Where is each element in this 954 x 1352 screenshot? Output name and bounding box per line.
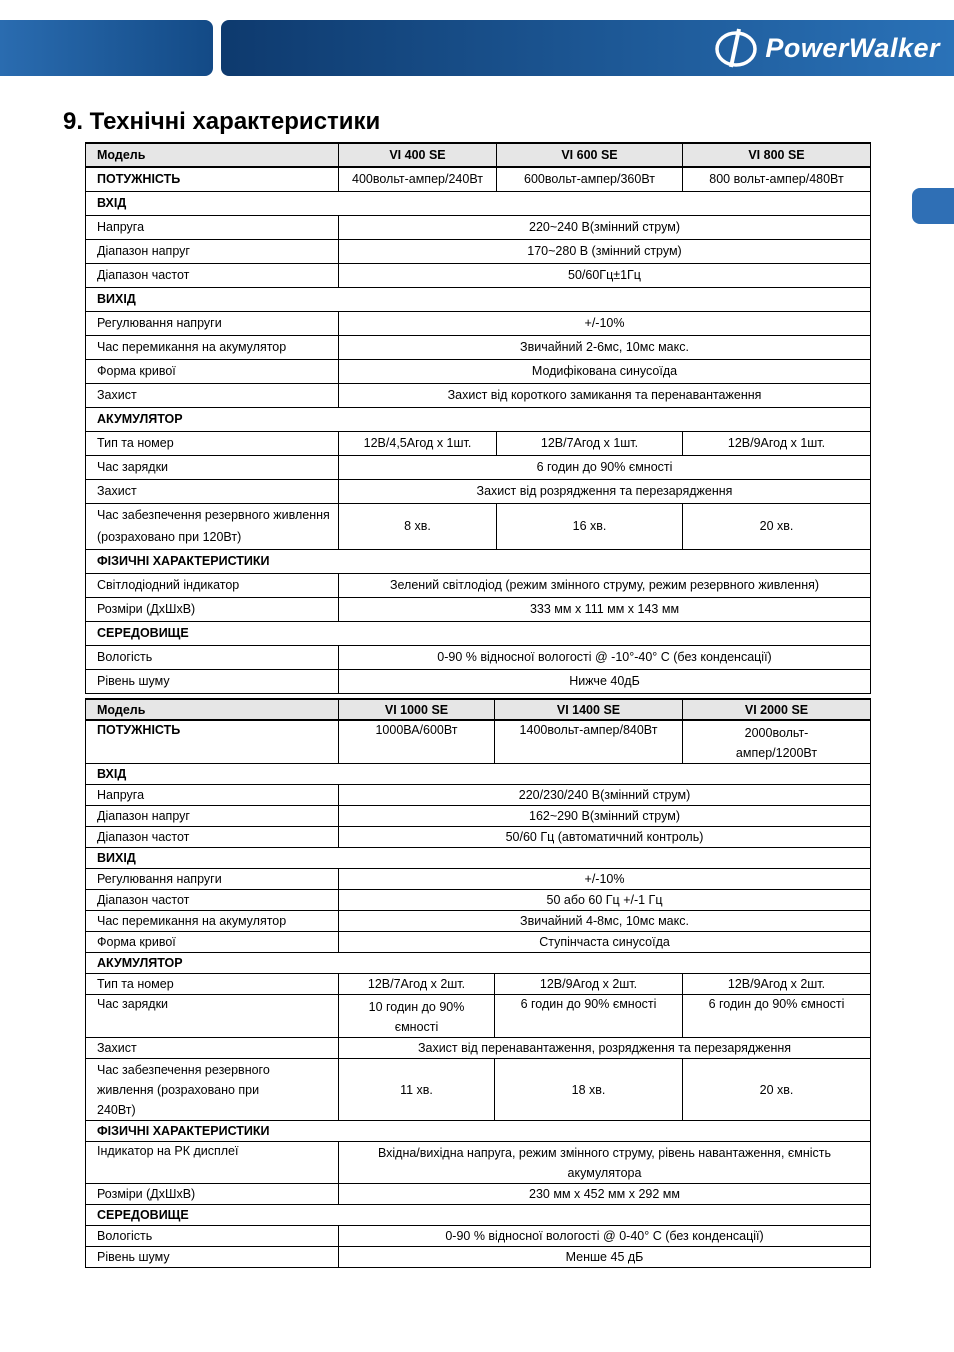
cell-value: 16 хв. [497, 503, 683, 549]
row-label: ПОТУЖНІСТЬ [86, 720, 339, 764]
cell-value: 6 годин до 90% ємності [683, 995, 871, 1038]
cell-value: 12В/9Агод x 2шт. [495, 974, 683, 995]
model-name: VI 400 SE [339, 143, 497, 167]
row-label: Форма кривої [86, 359, 339, 383]
cell-value: 20 хв. [683, 503, 871, 549]
table-row [86, 806, 871, 827]
row-label: Рівень шуму [86, 1247, 339, 1268]
table-row [86, 1247, 871, 1268]
table-row [86, 455, 871, 479]
brand-logo [711, 26, 940, 70]
cell-value: Захист від короткого замикання та перенавантаження [339, 383, 871, 407]
table-row [86, 890, 871, 911]
cell-value: 6 годин до 90% ємності [495, 995, 683, 1038]
section-row [86, 549, 871, 573]
row-label: Розміри (ДхШхВ) [86, 597, 339, 621]
cell-value: 11 хв. [339, 1059, 495, 1121]
table-row [86, 597, 871, 621]
table-row [86, 479, 871, 503]
row-label: Форма кривої [86, 932, 339, 953]
section-heading: ФІЗИЧНІ ХАРАКТЕРИСТИКИ [86, 549, 871, 573]
section-row [86, 407, 871, 431]
section-heading: ФІЗИЧНІ ХАРАКТЕРИСТИКИ [86, 1121, 871, 1142]
table-row [86, 645, 871, 669]
table-row [86, 1184, 871, 1205]
table-row [86, 573, 871, 597]
table-row [86, 311, 871, 335]
cell-value: Модифікована синусоїда [339, 359, 871, 383]
cell-value: 1000ВА/600Вт [339, 720, 495, 764]
model-label: Модель [86, 143, 339, 167]
cell-value: +/-10% [339, 311, 871, 335]
page-title: 9. Технічні характеристики [63, 108, 381, 135]
cell-value: 6 годин до 90% ємності [339, 455, 871, 479]
row-label: Регулювання напруги [86, 869, 339, 890]
row-label: Час перемикання на акумулятор [86, 335, 339, 359]
cell-value: Вхідна/вихідна напруга, режим змінного струму, рівень навантаження, ємність акумулятора [339, 1142, 871, 1184]
side-tab [912, 188, 954, 224]
cell-value: 12В/7Агод x 2шт. [339, 974, 495, 995]
table-row [86, 431, 871, 455]
row-label: Діапазон частот [86, 263, 339, 287]
row-label: Діапазон напруг [86, 806, 339, 827]
table-row [86, 1142, 871, 1184]
section-heading: СЕРЕДОВИЩЕ [86, 621, 871, 645]
row-label [86, 503, 339, 549]
row-label: Тип та номер [86, 431, 339, 455]
row-label: Діапазон напруг [86, 239, 339, 263]
section-heading: ВХІД [86, 764, 871, 785]
section-row [86, 764, 871, 785]
section-row [86, 191, 871, 215]
section-heading: ВИХІД [86, 287, 871, 311]
row-label: Захист [86, 1038, 339, 1059]
row-label: Тип та номер [86, 974, 339, 995]
header-band-left [0, 20, 213, 76]
table-row [86, 359, 871, 383]
cell-value: 12В/9Агод x 1шт. [683, 431, 871, 455]
backup-label-line: (розраховано при 120Вт) [97, 530, 242, 544]
cell-value: Захист від розрядження та перезарядження [339, 479, 871, 503]
row-label: Напруга [86, 215, 339, 239]
table-row [86, 911, 871, 932]
table-row [86, 239, 871, 263]
row-label: Індикатор на РК дисплеї [86, 1142, 339, 1184]
cell-value: 600вольт-ампер/360Вт [497, 167, 683, 191]
row-label: Захист [86, 479, 339, 503]
brand-name: PowerWalker [765, 32, 940, 63]
cell-value: 170~280 В (змінний струм) [339, 239, 871, 263]
section-row [86, 621, 871, 645]
table-row [86, 1059, 871, 1121]
model-name: VI 1000 SE [339, 699, 495, 720]
row-label: Час забезпечення резервного живлення (розраховано при 240Вт) [86, 1059, 339, 1121]
section-row [86, 1121, 871, 1142]
section-heading: ВИХІД [86, 848, 871, 869]
section-heading: АКУМУЛЯТОР [86, 407, 871, 431]
section-row [86, 953, 871, 974]
table-row [86, 669, 871, 693]
cell-value: 2000вольт-ампер/1200Вт [683, 720, 871, 764]
row-label: Час зарядки [86, 455, 339, 479]
row-label: ПОТУЖНІСТЬ [86, 167, 339, 191]
row-label: Діапазон частот [86, 827, 339, 848]
table-row [86, 932, 871, 953]
power-symbol-icon [711, 27, 761, 69]
cell-value: 230 мм x 452 мм x 292 мм [339, 1184, 871, 1205]
backup-label-line: Час забезпечення резервного живлення [97, 508, 330, 522]
row-label: Діапазон частот [86, 890, 339, 911]
table-row [86, 143, 871, 167]
cell-value: +/-10% [339, 869, 871, 890]
cell-value: 12В/7Агод x 1шт. [497, 431, 683, 455]
table-row [86, 167, 871, 191]
table-row [86, 263, 871, 287]
cell-value: 220~240 В(змінний струм) [339, 215, 871, 239]
cell-value: 12В/4,5Агод x 1шт. [339, 431, 497, 455]
row-label: Вологість [86, 645, 339, 669]
table-row [86, 720, 871, 764]
table-row [86, 699, 871, 720]
cell-value: 20 хв. [683, 1059, 871, 1121]
cell-value: 1400вольт-ампер/840Вт [495, 720, 683, 764]
header-band-right [221, 20, 954, 76]
model-name: VI 800 SE [683, 143, 871, 167]
table-row [86, 869, 871, 890]
model-label: Модель [86, 699, 339, 720]
cell-value: 800 вольт-ампер/480Вт [683, 167, 871, 191]
cell-value: Нижче 40дБ [339, 669, 871, 693]
cell-value: 50/60Гц±1Гц [339, 263, 871, 287]
spec-table-1 [85, 142, 871, 694]
cell-value: 12В/9Агод x 2шт. [683, 974, 871, 995]
spec-table-2 [85, 698, 871, 1268]
table-row [86, 1038, 871, 1059]
section-heading: ВХІД [86, 191, 871, 215]
cell-value: 10 годин до 90% ємності [339, 995, 495, 1038]
cell-value: Менше 45 дБ [339, 1247, 871, 1268]
cell-value: 50/60 Гц (автоматичний контроль) [339, 827, 871, 848]
row-label: Напруга [86, 785, 339, 806]
table-row [86, 383, 871, 407]
model-name: VI 1400 SE [495, 699, 683, 720]
row-label: Час зарядки [86, 995, 339, 1038]
model-name: VI 2000 SE [683, 699, 871, 720]
section-heading: АКУМУЛЯТОР [86, 953, 871, 974]
cell-value: 220/230/240 В(змінний струм) [339, 785, 871, 806]
cell-value: 18 хв. [495, 1059, 683, 1121]
cell-value: Зелений світлодіод (режим змінного струму, режим резервного живлення) [339, 573, 871, 597]
row-label: Розміри (ДхШхВ) [86, 1184, 339, 1205]
table-row [86, 974, 871, 995]
cell-value: Звичайний 4-8мс, 10мс макс. [339, 911, 871, 932]
table-row [86, 1226, 871, 1247]
section-row [86, 848, 871, 869]
table-row [86, 827, 871, 848]
table-row [86, 503, 871, 549]
section-heading: СЕРЕДОВИЩЕ [86, 1205, 871, 1226]
row-label: Захист [86, 383, 339, 407]
cell-value: 333 мм x 111 мм x 143 мм [339, 597, 871, 621]
row-label: Світлодіодний індикатор [86, 573, 339, 597]
table-row [86, 995, 871, 1038]
cell-value: 8 хв. [339, 503, 497, 549]
cell-value: Звичайний 2-6мс, 10мс макс. [339, 335, 871, 359]
cell-value: Ступінчаста синусоїда [339, 932, 871, 953]
cell-value: 0-90 % відносної вологості @ 0-40° C (без конденсації) [339, 1226, 871, 1247]
row-label: Регулювання напруги [86, 311, 339, 335]
table-row [86, 335, 871, 359]
cell-value: 162~290 В(змінний струм) [339, 806, 871, 827]
section-row [86, 1205, 871, 1226]
cell-value: 400вольт-ампер/240Вт [339, 167, 497, 191]
row-label: Час перемикання на акумулятор [86, 911, 339, 932]
section-row [86, 287, 871, 311]
table-row [86, 215, 871, 239]
model-name: VI 600 SE [497, 143, 683, 167]
table-row [86, 785, 871, 806]
row-label: Вологість [86, 1226, 339, 1247]
row-label: Рівень шуму [86, 669, 339, 693]
cell-value: 0-90 % відносної вологості @ -10°-40° C (без конденсації) [339, 645, 871, 669]
cell-value: Захист від перенавантаження, розрядження та перезарядження [339, 1038, 871, 1059]
cell-value: 50 або 60 Гц +/-1 Гц [339, 890, 871, 911]
